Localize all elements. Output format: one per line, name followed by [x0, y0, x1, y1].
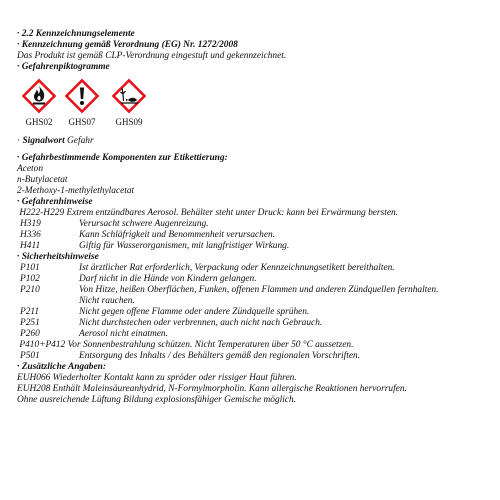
pictogram-row	[17, 76, 500, 130]
hazard-row: H411 Giftig für Wasserorganismen, mit langfristiger Wirkung.	[20, 241, 290, 251]
precaution-row: P211 Nicht gegen offene Flamme oder andere Zündquelle sprühen.	[20, 307, 310, 317]
hazard-row: H319 Verursacht schwere Augenreizung.	[20, 219, 209, 229]
hazard-row: H336 Kann Schläfrigkeit und Benommenheit verursachen.	[20, 230, 276, 240]
signal-word: · Signalwort Gefahr	[17, 136, 94, 146]
label-elements-section	[17, 29, 500, 406]
pictograms-heading: · Gefahrenpiktogramme	[17, 62, 110, 72]
precaution-row: P101 Ist ärztlicher Rat erforderlich, Verpackung oder Kennzeichnungsetikett bereithalten.	[20, 263, 395, 273]
additional-line: Ohne ausreichende Lüftung Bildung explosionsfähiger Gemische möglich.	[17, 395, 297, 405]
precaution-row: P501 Entsorgung des Inhalts / des Behälters gemäß den regionalen Vorschriften.	[20, 351, 361, 361]
precaution-row: P102 Darf nicht in die Hände von Kindern gelangen.	[20, 274, 257, 284]
precaution-row: P260 Aerosol nicht einatmen.	[20, 329, 168, 339]
additional-line: EUH066 Wiederholter Kontakt kann zu spröder oder rissiger Haut führen.	[17, 373, 297, 383]
pictogram-ghs09	[109, 78, 149, 128]
hazard-row: H222-H229 Extrem entzündbares Aerosol. Behälter steht unter Druck: kann bei Erwärmung bersten.	[19, 208, 399, 218]
regulation-heading: · Kennzeichnung gemäß Verordnung (EG) Nr. 1272/2008	[17, 40, 238, 50]
precaution-row: P410+P412 Vor Sonnenbestrahlung schützen. Nicht Temperaturen über 50 °C aussetzen.	[19, 340, 354, 350]
component-item: 2-Methoxy-1-methylethylacetat	[17, 186, 135, 196]
components-heading: · Gefahrbestimmende Komponenten zur Etikettierung:	[17, 153, 228, 163]
precautions-heading: · Sicherheitshinweise	[17, 252, 99, 262]
pictogram-ghs02	[19, 78, 59, 128]
additional-heading: · Zusätzliche Angaben:	[17, 362, 106, 372]
precaution-row: P210 Von Hitze, heißen Oberflächen, Funken, offenen Flammen und anderen Zündquellen fernhalten.	[20, 285, 439, 295]
clp-note: Das Produkt ist gemäß CLP-Verordnung eingestuft und gekennzeichnet.	[17, 51, 287, 61]
component-item: Aceton	[17, 164, 44, 174]
flame-icon	[21, 78, 57, 114]
pictogram-label: GHS07	[68, 117, 96, 127]
additional-line: EUH208 Enthält Maleinsäureanhydrid, N-Formylmorpholin. Kann allergische Reaktionen hervorrufen.	[17, 384, 407, 394]
component-item: n-Butylacetat	[17, 175, 68, 185]
precaution-row: P251 Nicht durchstechen oder verbrennen, auch nicht nach Gebrauch.	[20, 318, 323, 328]
precaution-row-continued: Nicht rauchen.	[79, 296, 135, 306]
environment-icon	[111, 78, 147, 114]
pictogram-label: GHS09	[115, 117, 143, 127]
section-title: · 2.2 Kennzeichnungselemente	[17, 29, 135, 39]
hazards-heading: · Gefahrenhinweise	[17, 197, 93, 207]
pictogram-ghs07	[62, 78, 102, 128]
pictogram-label: GHS02	[25, 117, 53, 127]
exclamation-mark-icon	[64, 78, 100, 114]
